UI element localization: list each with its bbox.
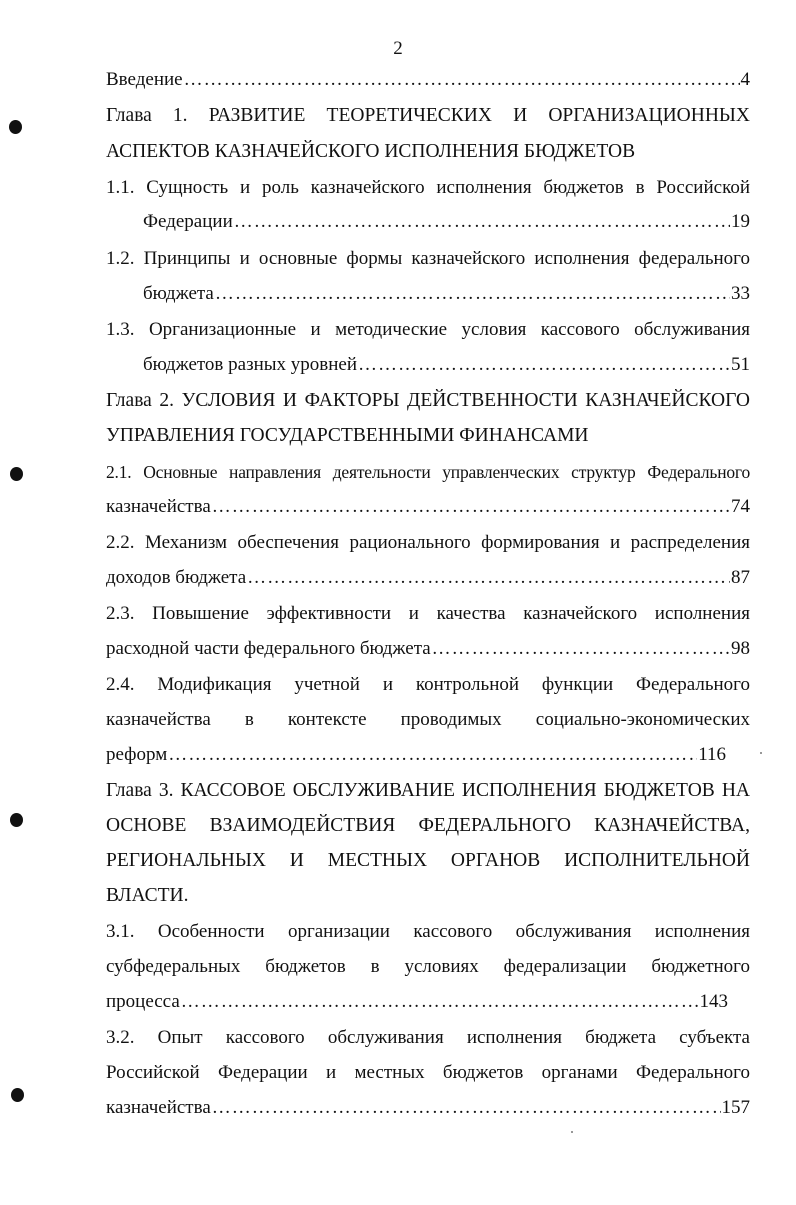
toc-entry-2-1-line-1: 2.1. Основные направления деятельности управленческих структур Федерального	[106, 462, 750, 482]
toc-entry-2-3-line-2	[106, 637, 750, 661]
chapter-1-title-line-2: АСПЕКТОВ КАЗНАЧЕЙСКОГО ИСПОЛНЕНИЯ БЮДЖЕТОВ	[106, 141, 636, 162]
toc-page-number: 4	[740, 69, 750, 90]
binding-hole-mark	[10, 467, 23, 481]
toc-page-number: 74	[731, 496, 750, 517]
toc-page-number: 98	[731, 638, 750, 659]
toc-entry-title: казначейства	[106, 496, 211, 517]
dot-leader	[215, 282, 730, 306]
toc-entry-title: расходной части федерального бюджета	[106, 638, 431, 659]
chapter-2-title-line-1: Глава 2. УСЛОВИЯ И ФАКТОРЫ ДЕЙСТВЕННОСТИ КАЗНАЧЕЙСКОГО	[106, 390, 750, 411]
toc-entry-1-2-line-2	[143, 282, 750, 306]
dot-leader	[168, 743, 697, 767]
chapter-3-title-line-3: РЕГИОНАЛЬНЫХ И МЕСТНЫХ ОРГАНОВ ИСПОЛНИТЕЛЬНОЙ	[106, 850, 750, 871]
page-number: 2	[393, 38, 403, 59]
chapter-1-title-line-1: Глава 1. РАЗВИТИЕ ТЕОРЕТИЧЕСКИХ И ОРГАНИЗАЦИОННЫХ	[106, 105, 750, 126]
dot-leader	[184, 68, 740, 92]
toc-entry-1-3-line-2	[143, 353, 750, 377]
toc-entry-2-4-line-3	[106, 743, 726, 767]
toc-entry-3-2-line-2: Российской Федерации и местных бюджетов органами Федерального	[106, 1062, 750, 1083]
toc-entry-2-1-line-2	[106, 495, 750, 519]
binding-hole-mark	[10, 813, 23, 827]
toc-entry-2-3-line-1: 2.3. Повышение эффективности и качества казначейского исполнения	[106, 603, 750, 624]
toc-entry-title: казначейства	[106, 1097, 211, 1118]
dot-leader	[247, 566, 730, 590]
dot-leader	[212, 1096, 721, 1120]
toc-entry-3-1-line-2: субфедеральных бюджетов в условиях федерализации бюджетного	[106, 956, 750, 977]
toc-page-number: 157	[721, 1097, 750, 1118]
dot-leader	[358, 353, 730, 377]
toc-entry-title: Введение	[106, 69, 183, 90]
toc-entry-1-1-line-1: 1.1. Сущность и роль казначейского исполнения бюджетов в Российской	[106, 177, 750, 198]
toc-entry-title: доходов бюджета	[106, 567, 247, 588]
dot-leader	[432, 637, 730, 661]
toc-entry-2-4-line-1: 2.4. Модификация учетной и контрольной функции Федерального	[106, 674, 750, 695]
scan-speck	[760, 752, 762, 754]
toc-entry-2-2-line-1: 2.2. Механизм обеспечения рационального формирования и распределения	[106, 532, 750, 553]
toc-entry-1-1-line-2	[143, 210, 750, 234]
toc-entry-3-2-line-1: 3.2. Опыт кассового обслуживания исполнения бюджета субъекта	[106, 1027, 750, 1048]
toc-entry-title: процесса	[106, 991, 180, 1012]
toc-entry-2-2-line-2	[106, 566, 750, 590]
chapter-3-title-line-1: Глава 3. КАССОВОЕ ОБСЛУЖИВАНИЕ ИСПОЛНЕНИЯ БЮДЖЕТОВ НА	[106, 780, 750, 801]
dot-leader	[181, 990, 699, 1014]
toc-page-number: 87	[731, 567, 750, 588]
toc-page-number: 51	[731, 354, 750, 375]
dot-leader	[212, 495, 730, 519]
toc-page-number: 19	[731, 211, 750, 232]
chapter-3-title-line-4: ВЛАСТИ.	[106, 885, 189, 906]
scan-speck	[571, 1131, 573, 1133]
binding-hole-mark	[11, 1088, 24, 1102]
toc-page-number: 116	[698, 744, 726, 765]
toc-entry-3-1-line-3	[106, 990, 728, 1014]
toc-page-number: 33	[731, 283, 750, 304]
toc-page-number: 143	[699, 991, 728, 1012]
toc-entry-intro	[106, 68, 750, 92]
toc-entry-1-3-line-1: 1.3. Организационные и методические условия кассового обслуживания	[106, 319, 750, 340]
binding-hole-mark	[9, 120, 22, 134]
toc-entry-3-2-line-3	[106, 1096, 750, 1120]
toc-entry-3-1-line-1: 3.1. Особенности организации кассового обслуживания исполнения	[106, 921, 750, 942]
chapter-3-title-line-2: ОСНОВЕ ВЗАИМОДЕЙСТВИЯ ФЕДЕРАЛЬНОГО КАЗНАЧЕЙСТВА,	[106, 815, 750, 836]
toc-entry-title: бюджетов разных уровней	[143, 354, 358, 375]
toc-entry-title: Федерации	[143, 211, 233, 232]
toc-entry-title: реформ	[106, 744, 168, 765]
toc-entry-title: бюджета	[143, 283, 214, 304]
dot-leader	[234, 210, 730, 234]
toc-entry-1-2-line-1: 1.2. Принципы и основные формы казначейского исполнения федерального	[106, 248, 750, 269]
chapter-2-title-line-2: УПРАВЛЕНИЯ ГОСУДАРСТВЕННЫМИ ФИНАНСАМИ	[106, 425, 589, 446]
toc-entry-2-4-line-2: казначейства в контексте проводимых социально-экономических	[106, 709, 750, 730]
